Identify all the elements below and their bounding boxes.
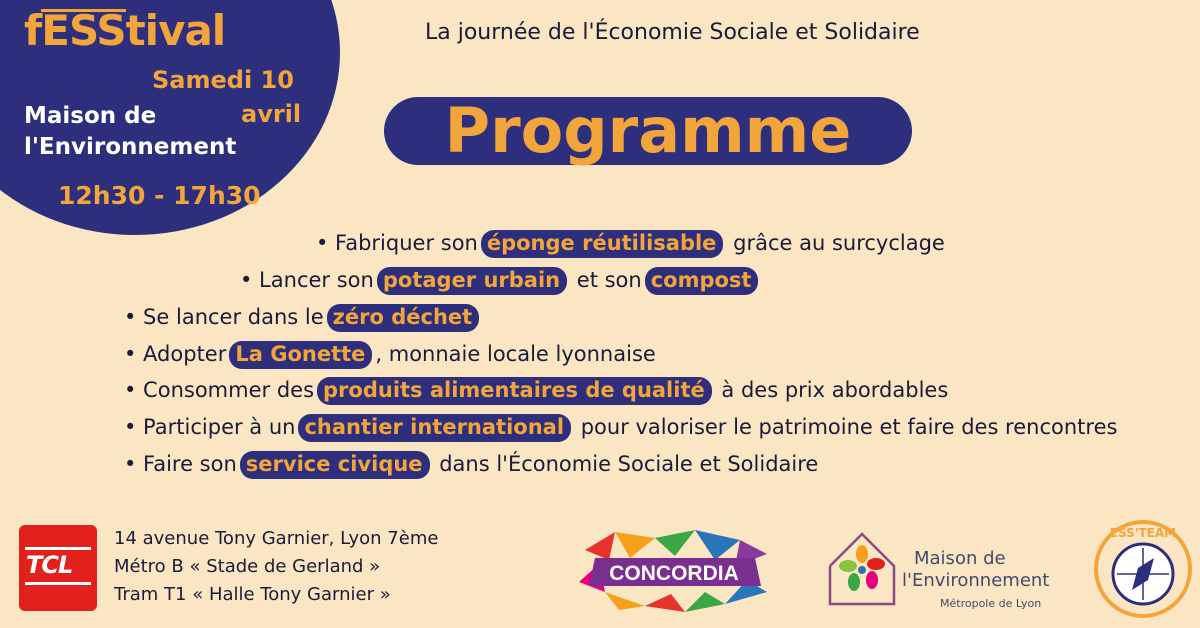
item-text: • Lancer son [240,268,374,292]
event-date-line1: Samedi 10 [152,66,294,94]
mde-name-line2: l'Environnement [902,570,1050,591]
item-highlight: potager urbain [377,267,567,295]
program-item-1 [316,227,945,259]
program-item-3 [124,301,482,333]
item-highlight: service civique [240,451,430,479]
item-highlight: éponge réutilisable [481,230,724,258]
item-text: pour valoriser le patrimoine et faire des rencontres [574,415,1118,439]
event-place-line2: l'Environnement [24,134,237,160]
item-highlight: zéro déchet [327,304,480,332]
program-item-6 [124,411,1117,443]
item-text: et son [570,268,642,292]
subtitle: La journée de l'Économie Sociale et Solidaire [425,20,920,45]
address-line2: Métro B « Stade de Gerland » [114,556,381,577]
item-highlight: produits alimentaires de qualité [317,377,712,405]
item-text: dans l'Économie Sociale et Solidaire [432,452,819,476]
item-text: • Adopter [124,342,227,366]
address-line1: 14 avenue Tony Garnier, Lyon 7ème [114,528,439,549]
item-text: grâce au surcyclage [726,231,945,255]
page-title: Programme [444,94,852,167]
svg-text:CONCORDIA: CONCORDIA [609,562,739,585]
program-item-2 [240,264,761,296]
tcl-logo: TCL [19,525,97,611]
item-highlight: La Gonette [229,341,372,369]
item-text: • Participer à un [124,415,296,439]
svg-text:ESS'TEAM: ESS'TEAM [1109,526,1177,540]
event-hours: 12h30 - 17h30 [58,181,261,210]
item-text: • Faire son [124,452,237,476]
item-text: • Se lancer dans le [124,305,324,329]
item-highlight: compost [645,267,759,295]
item-text: • Fabriquer son [316,231,478,255]
event-date-line2: avril [241,100,302,128]
program-item-4 [124,338,656,370]
essteam-logo [1092,518,1194,620]
address-line3: Tram T1 « Halle Tony Garnier » [114,584,391,605]
item-text: , monnaie locale lyonnaise [375,342,656,366]
item-text: • Consommer des [124,378,315,402]
concordia-logo [575,530,773,612]
program-item-7 [124,448,818,480]
item-text: à des prix abordables [714,378,949,402]
brand-title: fESStival [24,6,226,55]
mde-name-line1: Maison de [914,548,1006,569]
program-item-5 [124,374,948,406]
mde-subtitle: Métropole de Lyon [940,597,1042,610]
item-highlight: chantier international [298,414,571,442]
event-place-line1: Maison de [24,103,157,129]
